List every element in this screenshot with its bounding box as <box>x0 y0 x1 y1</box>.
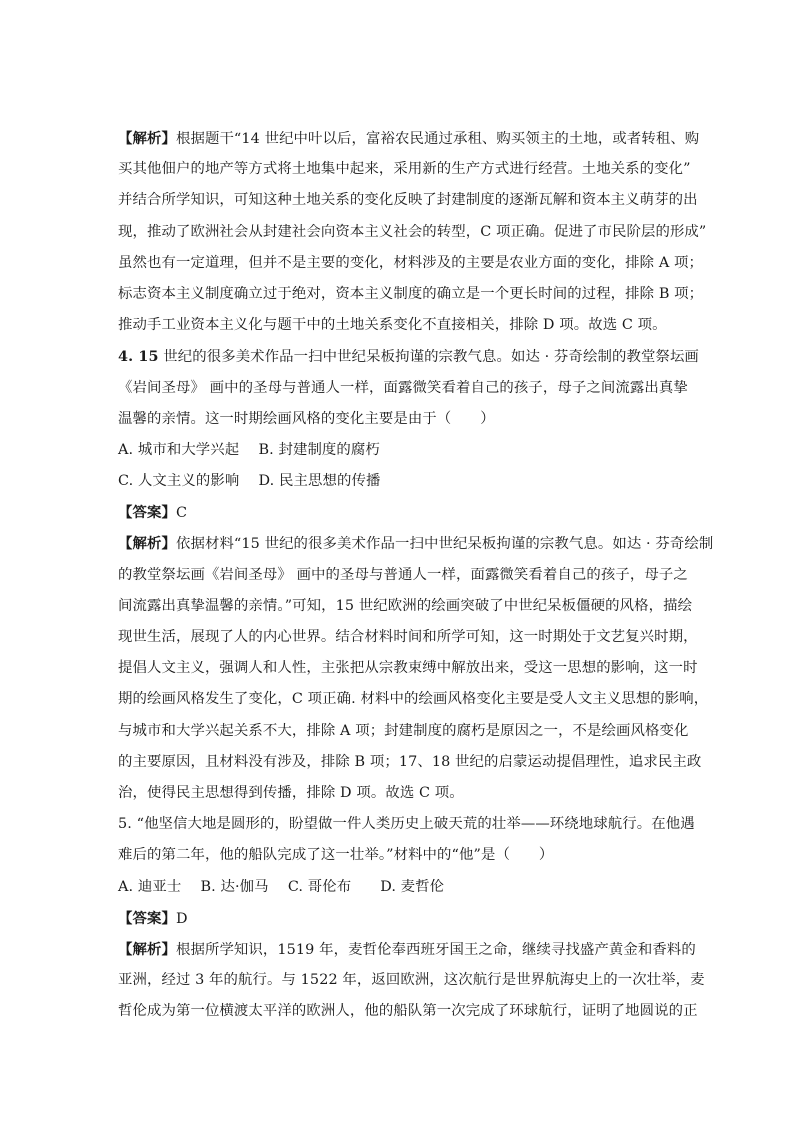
q3-analysis <box>118 123 707 341</box>
question-line: 《岩间圣母》 画中的圣母与普通人一样，面露微笑看着自己的孩子，母子之间流露出真挚 <box>118 379 688 396</box>
analysis-line: 推动手工业资本主义化与题干中的土地关系变化不直接相关，排除 D 项。故选 C 项。 <box>118 317 667 334</box>
analysis-line: 的主要原因，且材料没有涉及，排除 B 项；17、18 世纪的启蒙运动提倡理性，追求民主政 <box>118 753 702 770</box>
question-line: 温馨的亲情。这一时期绘画风格的变化主要是由于（ ） <box>118 410 495 427</box>
analysis-line: 【解析】根据题干“14 世纪中叶以后，富裕农民通过承租、购买领主的土地，或者转租、购 <box>118 130 700 147</box>
analysis-line: 间流露出真挚温馨的亲情。”可知，15 世纪欧洲的绘画突破了中世纪呆板僵硬的风格，描绘 <box>118 597 693 614</box>
answer-label: 【答案】 <box>118 909 176 927</box>
analysis-line: 现，推动了欧洲社会从封建社会向资本主义社会的转型，C 项正确。促进了市民阶层的形成” <box>118 223 707 240</box>
analysis-line: 治，使得民主思想得到传播，排除 D 项。故选 C 项。 <box>118 784 464 801</box>
analysis-line: 虽然也有一定道理，但并不是主要的变化，材料涉及的主要是农业方面的变化，排除 A 项； <box>118 254 703 271</box>
analysis-line: 现世生活，展现了人的内心世界。结合材料时间和所学可知，这一时期处于文艺复兴时期， <box>118 629 698 645</box>
question-line: 难后的第二年，他的船队完成了这一壮举。”材料中的“他”是（ ） <box>118 847 554 864</box>
q5-analysis <box>118 934 705 1028</box>
answer-value: C <box>175 505 188 522</box>
analysis-line: 哲伦成为第一位横渡太平洋的欧洲人，他的船队第一次完成了环球航行，证明了地圆说的正 <box>118 1003 698 1020</box>
analysis-line: 【解析】根据所学知识，1519 年，麦哲伦奉西班牙国王之命，继续寻找盛产黄金和香料的 <box>118 940 696 958</box>
analysis-line: 与城市和大学兴起关系不大，排除 A 项；封建制度的腐朽是原因之一，不是绘画风格变化 <box>118 722 689 739</box>
option-line: C. 人文主义的影响 D. 民主思想的传播 <box>118 473 381 490</box>
q5-answer <box>118 903 678 934</box>
option-line: A. 迪亚士 B. 达·伽马 C. 哥伦布 D. 麦哲伦 <box>118 878 445 895</box>
analysis-label: 【解析】 <box>118 535 176 553</box>
answer-value: D <box>175 910 188 927</box>
answer-label: 【答案】 <box>118 504 176 522</box>
page-content <box>118 123 714 1027</box>
analysis-line: 亚洲，经过 3 年的航行。与 1522 年，返回欧洲，这次航行是世界航海史上的一次壮举，麦 <box>118 972 705 989</box>
question-number: 4. 15 <box>118 348 159 366</box>
analysis-label: 【解析】 <box>118 130 176 147</box>
question-number: 5. <box>118 816 132 833</box>
q4-analysis <box>118 528 714 809</box>
analysis-line: 的教堂祭坛画《岩间圣母》 画中的圣母与普通人一样，面露微笑看着自己的孩子，母子之 <box>118 566 688 583</box>
q5-question <box>118 809 695 903</box>
analysis-line: 标志资本主义制度确立过于绝对，资本主义制度的确立是一个更长时间的过程，排除 B 项； <box>118 285 704 302</box>
q4-question <box>118 341 699 497</box>
option-line: A. 城市和大学兴起 B. 封建制度的腐朽 <box>118 441 380 458</box>
analysis-line: 并结合所学知识，可知这种土地关系的变化反映了封建制度的逐渐瓦解和资本主义萌芽的出 <box>118 192 698 209</box>
question-line: 4. 15 世纪的很多美术作品一扫中世纪呆板拘谨的宗教气息。如达 · 芬奇绘制的教堂祭坛画 <box>118 348 699 366</box>
question-line: 5. “他坚信大地是圆形的，盼望做一件人类历史上破天荒的壮举——环绕地球航行。在他遇 <box>118 816 695 833</box>
analysis-label: 【解析】 <box>118 940 176 958</box>
analysis-line: 买其他佃户的地产等方式将土地集中起来，采用新的生产方式进行经营。土地关系的变化” <box>118 161 691 178</box>
analysis-line: 期的绘画风格发生了变化，C 项正确. 材料中的绘画风格变化主要是受人文主义思想的影响， <box>118 691 709 708</box>
q4-answer <box>118 497 678 528</box>
analysis-line: 【解析】依据材料“15 世纪的很多美术作品一扫中世纪呆板拘谨的宗教气息。如达 · 芬奇绘制 <box>118 535 714 553</box>
analysis-line: 提倡人文主义，强调人和人性，主张把从宗教束缚中解放出来，受这一思想的影响，这一时 <box>118 660 698 677</box>
